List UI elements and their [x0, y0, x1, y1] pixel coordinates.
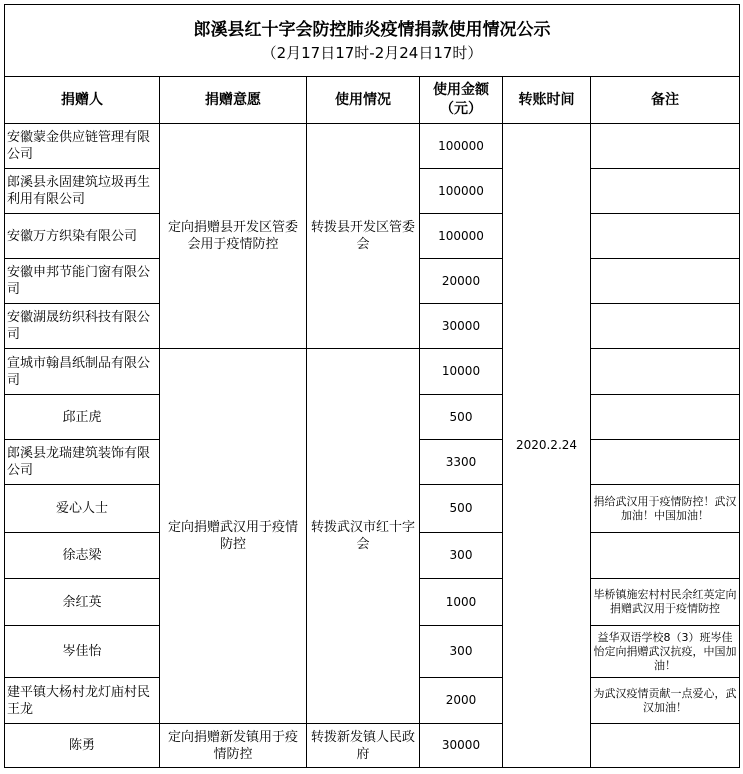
amount-cell: 1000 — [420, 579, 503, 626]
header-intent: 捐赠意愿 — [160, 77, 307, 124]
usage-cell: 转拨县开发区管委会 — [307, 124, 420, 349]
amount-cell: 300 — [420, 533, 503, 579]
note-cell — [591, 440, 740, 485]
note-cell — [591, 304, 740, 349]
usage-cell: 转拨武汉市红十字会 — [307, 349, 420, 724]
note-cell — [591, 533, 740, 579]
donor-cell: 余红英 — [5, 579, 160, 626]
donor-cell: 邱正虎 — [5, 395, 160, 440]
note-cell — [591, 124, 740, 169]
donor-cell: 安徽蒙金供应链管理有限公司 — [5, 124, 160, 169]
table-row — [5, 349, 740, 395]
header-donor: 捐赠人 — [5, 77, 160, 124]
usage-cell: 转拨新发镇人民政府 — [307, 724, 420, 768]
note-cell — [591, 395, 740, 440]
table-row — [5, 124, 740, 169]
donor-cell: 安徽湖晟纺织科技有限公司 — [5, 304, 160, 349]
note-cell: 毕桥镇施宏村村民余红英定向捐赠武汉用于疫情防控 — [591, 579, 740, 626]
title-row — [5, 5, 740, 77]
table-row — [5, 724, 740, 768]
amount-cell: 100000 — [420, 124, 503, 169]
note-cell: 益华双语学校8（3）班岑佳怡定向捐赠武汉抗疫，中国加油！ — [591, 626, 740, 678]
amount-cell: 10000 — [420, 349, 503, 395]
amount-cell: 100000 — [420, 169, 503, 214]
header-row — [5, 77, 740, 124]
donor-cell: 岑佳怡 — [5, 626, 160, 678]
donor-cell: 安徽申邦节能门窗有限公司 — [5, 259, 160, 304]
page-title: 郎溪县红十字会防控肺炎疫情捐款使用情况公示 — [193, 19, 551, 40]
header-amount: 使用金额（元） — [420, 77, 503, 124]
note-cell — [591, 214, 740, 259]
amount-cell: 500 — [420, 395, 503, 440]
donor-cell: 宣城市翰昌纸制品有限公司 — [5, 349, 160, 395]
amount-cell: 300 — [420, 626, 503, 678]
amount-cell: 30000 — [420, 304, 503, 349]
header-date: 转账时间 — [503, 77, 591, 124]
donor-cell: 安徽万方织染有限公司 — [5, 214, 160, 259]
header-usage: 使用情况 — [307, 77, 420, 124]
transfer-date-cell: 2020.2.24 — [503, 124, 591, 768]
donor-cell: 郎溪县永固建筑垃圾再生利用有限公司 — [5, 169, 160, 214]
donor-cell: 郎溪县龙瑞建筑装饰有限公司 — [5, 440, 160, 485]
donor-cell: 徐志梁 — [5, 533, 160, 579]
amount-cell: 500 — [420, 485, 503, 533]
donor-cell: 陈勇 — [5, 724, 160, 768]
donation-usage-table — [4, 4, 740, 768]
note-cell — [591, 169, 740, 214]
intent-cell: 定向捐赠武汉用于疫情防控 — [160, 349, 307, 724]
amount-cell: 100000 — [420, 214, 503, 259]
header-note: 备注 — [591, 77, 740, 124]
intent-cell: 定向捐赠新发镇用于疫情防控 — [160, 724, 307, 768]
amount-cell: 30000 — [420, 724, 503, 768]
page-subtitle: （2月17日17时-2月24日17时） — [261, 43, 483, 62]
donor-cell: 建平镇大杨村龙灯庙村民王龙 — [5, 678, 160, 724]
note-cell — [591, 724, 740, 768]
note-cell: 为武汉疫情贡献一点爱心，武汉加油！ — [591, 678, 740, 724]
note-cell — [591, 259, 740, 304]
note-cell: 捐给武汉用于疫情防控！武汉加油！中国加油！ — [591, 485, 740, 533]
title-cell — [5, 5, 740, 77]
amount-cell: 2000 — [420, 678, 503, 724]
intent-cell: 定向捐赠县开发区管委会用于疫情防控 — [160, 124, 307, 349]
amount-cell: 20000 — [420, 259, 503, 304]
amount-cell: 3300 — [420, 440, 503, 485]
donor-cell: 爱心人士 — [5, 485, 160, 533]
note-cell — [591, 349, 740, 395]
